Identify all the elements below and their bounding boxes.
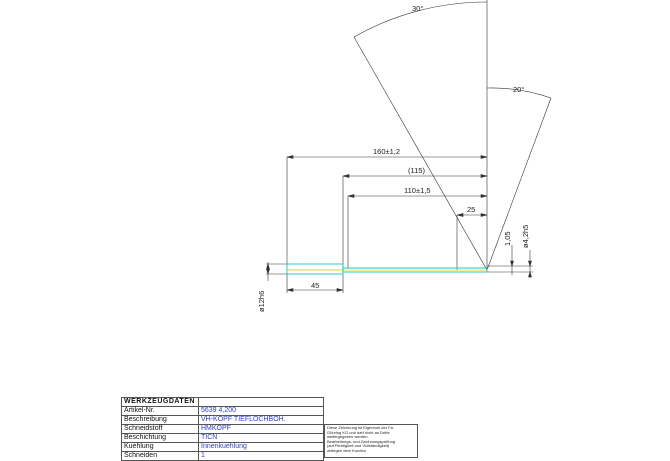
- table-row: [122, 434, 324, 443]
- table-row: [122, 425, 324, 434]
- row-label: Beschreibung: [122, 416, 199, 425]
- head-offset-label: 1,05: [503, 231, 512, 246]
- row-value: Innenkuehlung: [199, 443, 324, 452]
- table-row: [122, 416, 324, 425]
- row-value: VH-KOPF TIEFLOCHBOH.: [199, 416, 324, 425]
- row-label: Schneiden: [122, 452, 199, 461]
- dim-160-label: 160±1,2: [373, 147, 401, 156]
- row-value: HMKOPF: [199, 425, 324, 434]
- dim-25-label: 25: [467, 205, 476, 214]
- dim-45-label: 45: [311, 281, 320, 290]
- title-block-header-value: [199, 398, 324, 407]
- title-block-header-label: WERKZEUGDATEN: [122, 398, 199, 407]
- table-row: [122, 452, 324, 461]
- head-diameter-label: ø4,2h5: [521, 224, 530, 248]
- table-row: [122, 443, 324, 452]
- row-label: Artikel-Nr.: [122, 407, 199, 416]
- row-value: 5639 4,200: [199, 407, 324, 416]
- diameter-dimensions: [266, 245, 533, 281]
- dim-115-label: (115): [408, 166, 425, 175]
- note-line: Diese Zeichnung ist Eigentum der Fa.: [327, 425, 394, 430]
- note-line: weitergegeben werden.: [327, 434, 369, 440]
- angle-line-20: [487, 98, 551, 270]
- dim-110-label: 110±1,5: [404, 186, 431, 195]
- row-label: Schneidstoff: [122, 425, 199, 434]
- angle-30-label: 30°: [412, 4, 424, 13]
- ownership-note: [324, 424, 418, 458]
- title-block: [121, 397, 324, 461]
- row-value: TICN: [199, 434, 324, 443]
- angle-20-label: 20°: [513, 85, 525, 94]
- note-line: obliegen dem Kunden: [327, 447, 366, 453]
- row-label: Kuehlung: [122, 443, 199, 452]
- row-value: 1: [199, 452, 324, 461]
- table-row: [122, 407, 324, 416]
- shank-diameter-label: ø12h6: [257, 290, 266, 312]
- note-line: (auf Richtigkeit und Vollständigkeit): [327, 443, 390, 449]
- tool-shank: [287, 264, 343, 274]
- note-line: Bearbeitungs- und Zeichnungsprüfung: [327, 438, 396, 444]
- note-line: Gühring KG und darf nicht an Dritte: [327, 429, 390, 435]
- title-block-header: [122, 398, 324, 407]
- row-label: Beschichtung: [122, 434, 199, 443]
